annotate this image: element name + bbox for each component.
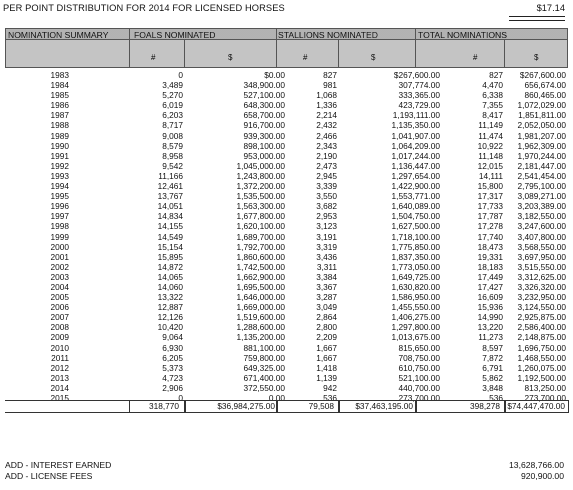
- foals-dollars-cell: 658,700.00: [243, 110, 285, 121]
- stallions-count-cell: 3,287: [316, 292, 337, 303]
- foals-dollars-cell: 1,620,100.00: [236, 221, 285, 232]
- table-row: [5, 252, 568, 262]
- year-cell: 2002: [50, 261, 69, 272]
- year-cell: 1994: [50, 181, 69, 192]
- stallions-dollars-cell: 1,422,900.00: [391, 181, 440, 192]
- stallions-dollars-cell: 1,193,111.00: [392, 110, 440, 121]
- foals-count-cell: 10,420: [157, 322, 183, 333]
- foals-dollars-cell: 898,100.00: [243, 140, 285, 151]
- total-dollars-cell: 2,925,875.00: [517, 312, 566, 323]
- table-row: [5, 211, 568, 221]
- foals-dollars-cell: $0.00: [264, 70, 285, 80]
- table-row: [5, 181, 568, 191]
- stallions-count-cell: 2,466: [316, 130, 337, 141]
- year-cell: 1986: [50, 100, 69, 111]
- table-row: [5, 332, 568, 342]
- foals-dollars-cell: 1,288,600.00: [236, 322, 285, 333]
- total-dollars-cell: 2,586,400.00: [517, 322, 566, 333]
- foals-count-cell: 2,906: [162, 382, 183, 393]
- stallions-count-cell: 3,339: [316, 181, 337, 192]
- year-cell: 1989: [50, 130, 69, 141]
- foals-count-cell: 14,155: [157, 221, 183, 232]
- foals-count-cell: 14,872: [157, 261, 183, 272]
- table-row: [5, 90, 568, 100]
- stallions-count-cell: 3,049: [316, 302, 337, 313]
- table-group-header: [5, 28, 568, 40]
- total-count-cell: 6,791: [482, 362, 503, 373]
- foals-count-cell: 6,205: [162, 352, 183, 363]
- foals-count-cell: 0: [178, 70, 183, 80]
- year-cell: 1996: [50, 201, 69, 212]
- total-count-cell: 13,220: [477, 322, 503, 333]
- year-cell: 2012: [50, 362, 69, 373]
- total-count-cell: 8,597: [482, 342, 503, 353]
- year-cell: 1987: [50, 110, 69, 121]
- foals-count-cell: 12,461: [157, 181, 183, 192]
- total-dollars-cell: 3,326,320.00: [517, 281, 566, 292]
- total-dollars-cell: 2,181,447.00: [517, 160, 566, 171]
- year-cell: 2015: [50, 393, 69, 403]
- total-dollars-cell: 2,795,100.00: [517, 181, 566, 192]
- table-row: [5, 383, 568, 393]
- stallions-dollars-cell: 1,775,850.00: [391, 241, 440, 252]
- sub-header-stallions-dollars: $: [371, 53, 376, 62]
- year-cell: 2009: [50, 332, 69, 343]
- total-count-cell: 11,273: [478, 332, 503, 343]
- total-count-cell: 11,149: [478, 120, 503, 131]
- total-count-cell: 11,474: [478, 130, 503, 141]
- stallions-dollars-cell: 273,700.00: [398, 393, 440, 403]
- foals-count-cell: 14,834: [157, 211, 183, 222]
- total-dollars-cell: 1,851,811.00: [518, 110, 566, 121]
- total-count-cell: 827: [489, 70, 503, 80]
- foals-count-cell: 9,542: [162, 160, 183, 171]
- year-cell: 1985: [50, 90, 69, 101]
- year-cell: 1990: [50, 140, 69, 151]
- year-cell: 2004: [50, 281, 69, 292]
- total-dollars-cell: 3,232,950.00: [517, 292, 566, 303]
- year-cell: 1998: [50, 221, 69, 232]
- table-row: [5, 171, 568, 181]
- total-count-cell: 19,331: [477, 251, 503, 262]
- table-row: [5, 70, 568, 80]
- foals-dollars-cell: 953,000.00: [243, 150, 285, 161]
- table-row: [5, 232, 568, 242]
- foals-count-cell: 13,322: [157, 292, 183, 303]
- foals-dollars-cell: 881,100.00: [243, 342, 285, 353]
- total-dollars-cell: 2,148,875.00: [517, 332, 566, 343]
- table-row: [5, 221, 568, 231]
- stallions-count-cell: 1,068: [316, 90, 337, 101]
- table-row: [5, 363, 568, 373]
- total-dollars-cell: 1,260,075.00: [517, 362, 566, 373]
- stallions-dollars-cell: 1,837,350.00: [391, 251, 440, 262]
- stallions-count-cell: 3,367: [316, 281, 337, 292]
- year-cell: 2000: [50, 241, 69, 252]
- year-cell: 1983: [50, 70, 69, 80]
- stallions-count-cell: 2,473: [316, 160, 337, 171]
- year-cell: 2003: [50, 271, 69, 282]
- stallions-count-cell: 2,209: [316, 332, 337, 343]
- foals-count-cell: 15,895: [157, 251, 183, 262]
- stallions-dollars-cell: 610,750.00: [398, 362, 440, 373]
- table-body: [5, 70, 568, 403]
- sub-header-total-dollars: $: [534, 53, 539, 62]
- total-count-cell: 14,111: [478, 170, 503, 181]
- foals-dollars-cell: 1,535,500.00: [236, 191, 285, 202]
- stallions-dollars-cell: 1,297,654.00: [391, 170, 440, 181]
- stallions-count-cell: 3,319: [316, 241, 337, 252]
- total-dollars-cell: 3,203,389.00: [517, 201, 566, 212]
- foals-count-cell: 8,958: [162, 150, 183, 161]
- table-row: [5, 80, 568, 90]
- stallions-count-cell: 827: [323, 70, 337, 80]
- report-title: PER POINT DISTRIBUTION FOR 2014 FOR LICENSED HORSES: [3, 3, 285, 13]
- foals-count-cell: 14,051: [157, 201, 183, 212]
- foals-count-cell: 14,060: [157, 281, 183, 292]
- stallions-count-cell: 2,343: [316, 140, 337, 151]
- stallions-count-cell: 2,190: [316, 150, 337, 161]
- foals-dollars-cell: 1,519,600.00: [236, 312, 285, 323]
- total-count-cell: 7,872: [482, 352, 503, 363]
- stallions-dollars-cell: 1,455,550.00: [391, 302, 440, 313]
- stallions-count-cell: 3,191: [316, 231, 337, 242]
- foals-count-cell: 5,270: [162, 90, 183, 101]
- stallions-dollars-cell: 1,013,675.00: [391, 332, 440, 343]
- table-row: [5, 292, 568, 302]
- foals-count-cell: 14,549: [157, 231, 183, 242]
- stallions-count-cell: 2,945: [316, 170, 337, 181]
- year-cell: 2014: [50, 382, 69, 393]
- stallions-dollars-cell: 1,773,050.00: [391, 261, 440, 272]
- stallions-count-cell: 3,311: [316, 261, 337, 272]
- year-cell: 1997: [50, 211, 69, 222]
- foals-dollars-cell: 527,100.00: [243, 90, 285, 101]
- footer-amount: 920,900.00: [520, 471, 564, 481]
- foals-count-cell: 4,723: [162, 372, 183, 383]
- total-count-cell: 17,787: [477, 211, 503, 222]
- table-row: [5, 100, 568, 110]
- stallions-count-cell: 981: [323, 80, 337, 91]
- table-row: [5, 322, 568, 332]
- stallions-dollars-cell: 1,041,907.00: [391, 130, 440, 141]
- total-foals-dollars: $36,984,275.00: [217, 401, 275, 411]
- table-row: [5, 302, 568, 312]
- table-row: [5, 151, 568, 161]
- column-divider: [415, 28, 416, 68]
- stallions-count-cell: 1,336: [316, 100, 337, 111]
- report-header: [3, 3, 565, 17]
- sub-header-foals-count: #: [151, 53, 156, 62]
- foals-dollars-cell: 916,700.00: [243, 120, 285, 131]
- table-row: [5, 282, 568, 292]
- total-count-cell: 8,417: [482, 110, 503, 121]
- total-dollars-cell: 813,250.00: [524, 382, 566, 393]
- foals-dollars-cell: 1,135,200.00: [236, 332, 285, 343]
- year-cell: 2005: [50, 292, 69, 303]
- total-dollars-cell: 2,541,454.00: [517, 170, 566, 181]
- foals-dollars-cell: 1,695,500.00: [236, 281, 285, 292]
- foals-count-cell: 9,008: [162, 130, 183, 141]
- foals-dollars-cell: 1,860,600.00: [236, 251, 285, 262]
- table-row: [5, 262, 568, 272]
- foals-dollars-cell: 1,045,000.00: [236, 160, 285, 171]
- stallions-count-cell: 1,139: [316, 372, 337, 383]
- stallions-dollars-cell: 1,649,725.00: [391, 271, 440, 282]
- foals-dollars-cell: 1,646,000.00: [236, 292, 285, 303]
- stallions-dollars-cell: $267,600.00: [393, 70, 440, 80]
- stallions-count-cell: 2,432: [316, 120, 337, 131]
- foals-dollars-cell: 1,563,300.00: [236, 201, 285, 212]
- total-count-cell: 17,449: [477, 271, 503, 282]
- total-count-cell: 15,800: [477, 181, 503, 192]
- total-count-cell: 18,473: [477, 241, 503, 252]
- stallions-count-cell: 2,864: [316, 312, 337, 323]
- double-underline: [509, 16, 565, 21]
- total-dollars-cell: 3,182,550.00: [517, 211, 566, 222]
- stallions-dollars-cell: 1,630,820.00: [391, 281, 440, 292]
- stallions-dollars-cell: 1,135,350.00: [391, 120, 440, 131]
- stallions-count-cell: 3,550: [316, 191, 337, 202]
- foals-count-cell: 11,166: [158, 170, 183, 181]
- year-cell: 2013: [50, 372, 69, 383]
- table-row: [5, 191, 568, 201]
- year-cell: 2008: [50, 322, 69, 333]
- foals-count-cell: 9,064: [162, 332, 183, 343]
- footer-label: ADD - LICENSE FEES: [5, 471, 93, 481]
- year-cell: 1988: [50, 120, 69, 131]
- table-row: [5, 110, 568, 120]
- total-dollars-cell: 3,312,625.00: [517, 271, 566, 282]
- stallions-dollars-cell: 1,017,244.00: [391, 150, 440, 161]
- total-dollars-cell: 1,468,550.00: [517, 352, 566, 363]
- stallions-count-cell: 1,667: [316, 342, 337, 353]
- total-count-cell: 4,470: [482, 80, 503, 91]
- table-row: [5, 272, 568, 282]
- stallions-count-cell: 1,418: [316, 362, 337, 373]
- total-count-cell: 10,922: [477, 140, 503, 151]
- total-dollars-cell: 273,700.00: [524, 393, 566, 403]
- total-count-cell: 17,317: [477, 191, 503, 202]
- total-count-cell: 3,848: [482, 382, 503, 393]
- table-row: [5, 242, 568, 252]
- foals-dollars-cell: 1,669,000.00: [236, 302, 285, 313]
- total-stallions-count: 79,508: [308, 401, 334, 411]
- total-dollars-cell: 3,697,950.00: [517, 251, 566, 262]
- per-point-value: $17.14: [536, 3, 565, 13]
- table-row: [5, 373, 568, 383]
- total-foals-count: 318,770: [149, 401, 179, 411]
- total-dollars-cell: 2,052,050.00: [517, 120, 566, 131]
- foals-dollars-cell: 348,900.00: [243, 80, 285, 91]
- stallions-dollars-cell: 1,297,800.00: [391, 322, 440, 333]
- total-count-cell: 14,990: [477, 312, 503, 323]
- year-cell: 1992: [50, 160, 69, 171]
- foals-dollars-cell: 1,677,800.00: [236, 211, 285, 222]
- table-row: [5, 161, 568, 171]
- sub-header-total-count: #: [473, 53, 478, 62]
- total-dollars-cell: 1,072,029.00: [517, 100, 566, 111]
- foals-count-cell: 3,489: [162, 80, 183, 91]
- header-nomination-summary: NOMINATION SUMMARY: [8, 30, 109, 40]
- table-row: [5, 312, 568, 322]
- year-cell: 1993: [50, 170, 69, 181]
- column-divider: [184, 40, 185, 68]
- column-divider: [276, 28, 277, 68]
- year-cell: 2001: [50, 251, 69, 262]
- stallions-count-cell: 2,800: [316, 322, 337, 333]
- total-dollars-cell: 1,696,750.00: [517, 342, 566, 353]
- stallions-dollars-cell: 307,774.00: [398, 80, 440, 91]
- year-cell: 1999: [50, 231, 69, 242]
- total-dollars-cell: 3,089,271.00: [517, 191, 566, 202]
- total-dollars-cell: 3,124,550.00: [517, 302, 566, 313]
- total-count-cell: 11,148: [478, 150, 503, 161]
- foals-dollars-cell: 649,325.00: [243, 362, 285, 373]
- total-dollars-cell: 3,247,600.00: [517, 221, 566, 232]
- sub-header-foals-dollars: $: [228, 53, 233, 62]
- table-row: [5, 353, 568, 363]
- total-count-cell: 7,355: [482, 100, 503, 111]
- total-count-cell: 17,427: [477, 281, 503, 292]
- sub-header-stallions-count: #: [303, 53, 308, 62]
- year-cell: 2011: [51, 352, 69, 363]
- foals-count-cell: 13,767: [157, 191, 183, 202]
- table-sub-header: [5, 40, 568, 68]
- total-dollars-cell: 3,568,550.00: [517, 241, 566, 252]
- header-stallions-nominated: STALLIONS NOMINATED: [278, 30, 378, 40]
- stallions-dollars-cell: 1,136,447.00: [391, 160, 440, 171]
- year-cell: 2006: [50, 302, 69, 313]
- header-total-nominations: TOTAL NOMINATIONS: [418, 30, 507, 40]
- foals-dollars-cell: 648,300.00: [243, 100, 285, 111]
- total-stallions-dollars: $37,463,195.00: [355, 401, 413, 411]
- foals-count-cell: 12,887: [157, 302, 183, 313]
- stallions-dollars-cell: 423,729.00: [398, 100, 440, 111]
- total-dollars-cell: 3,515,550.00: [517, 261, 566, 272]
- foals-dollars-cell: 671,400.00: [243, 372, 285, 383]
- total-dollars-cell: 1,192,500.00: [517, 372, 566, 383]
- total-count-cell: 6,338: [482, 90, 503, 101]
- footer-label: ADD - INTEREST EARNED: [5, 460, 112, 470]
- total-nominations-count: 398,278: [470, 401, 500, 411]
- stallions-dollars-cell: 1,627,500.00: [391, 221, 440, 232]
- column-divider: [338, 40, 339, 68]
- header-foals-nominated: FOALS NOMINATED: [134, 30, 216, 40]
- foals-count-cell: 6,019: [162, 100, 183, 111]
- table-row: [5, 141, 568, 151]
- stallions-dollars-cell: 1,504,750.00: [391, 211, 440, 222]
- year-cell: 1991: [50, 150, 69, 161]
- table-row: [5, 131, 568, 141]
- stallions-count-cell: 536: [323, 393, 337, 403]
- table-row: [5, 201, 568, 211]
- total-count-cell: 16,609: [477, 292, 503, 303]
- stallions-dollars-cell: 1,064,209.00: [391, 140, 440, 151]
- total-dollars-cell: 1,970,244.00: [517, 150, 566, 161]
- foals-count-cell: 8,717: [162, 120, 183, 131]
- stallions-count-cell: 3,436: [316, 251, 337, 262]
- stallions-count-cell: 3,123: [316, 221, 337, 232]
- stallions-dollars-cell: 1,640,089.00: [391, 201, 440, 212]
- total-count-cell: 17,740: [477, 231, 503, 242]
- stallions-dollars-cell: 333,365.00: [398, 90, 440, 101]
- footer-amount: 13,628,766.00: [509, 460, 564, 470]
- stallions-dollars-cell: 521,100.00: [398, 372, 440, 383]
- total-count-cell: 12,015: [477, 160, 503, 171]
- stallions-count-cell: 2,214: [316, 110, 337, 121]
- foals-count-cell: 6,203: [162, 110, 183, 121]
- foals-count-cell: 6,930: [162, 342, 183, 353]
- stallions-dollars-cell: 815,650.00: [398, 342, 440, 353]
- foals-dollars-cell: 1,243,800.00: [236, 170, 285, 181]
- total-dollars-cell: 3,407,800.00: [517, 231, 566, 242]
- stallions-dollars-cell: 440,700.00: [398, 382, 440, 393]
- foals-dollars-cell: 1,662,900.00: [236, 271, 285, 282]
- foals-dollars-cell: 372,550.00: [243, 382, 285, 393]
- total-count-cell: 536: [489, 393, 503, 403]
- stallions-count-cell: 3,384: [316, 271, 337, 282]
- foals-count-cell: 0: [178, 393, 183, 403]
- year-cell: 2010: [50, 342, 69, 353]
- total-count-cell: 17,278: [477, 221, 503, 232]
- column-divider: [504, 40, 505, 68]
- stallions-dollars-cell: 1,406,275.00: [391, 312, 440, 323]
- total-dollars-cell: $267,600.00: [519, 70, 566, 80]
- year-cell: 1995: [50, 191, 69, 202]
- total-dollars-cell: 656,674.00: [524, 80, 566, 91]
- year-cell: 2007: [50, 312, 69, 323]
- stallions-dollars-cell: 1,718,100.00: [391, 231, 440, 242]
- stallions-count-cell: 3,682: [316, 201, 337, 212]
- foals-dollars-cell: 1,742,500.00: [236, 261, 285, 272]
- foals-dollars-cell: 0.00: [268, 393, 285, 403]
- total-dollars-cell: 1,981,207.00: [517, 130, 566, 141]
- stallions-dollars-cell: 1,586,950.00: [391, 292, 440, 303]
- foals-count-cell: 12,126: [157, 312, 183, 323]
- column-divider: [129, 28, 130, 68]
- total-count-cell: 18,183: [477, 261, 503, 272]
- stallions-count-cell: 942: [323, 382, 337, 393]
- foals-dollars-cell: 1,689,700.00: [236, 231, 285, 242]
- foals-count-cell: 5,373: [162, 362, 183, 373]
- total-count-cell: 5,862: [482, 372, 503, 383]
- total-count-cell: 17,733: [477, 201, 503, 212]
- stallions-count-cell: 2,953: [316, 211, 337, 222]
- foals-count-cell: 8,579: [162, 140, 183, 151]
- foals-count-cell: 15,154: [157, 241, 183, 252]
- total-dollars-cell: 860,465.00: [524, 90, 566, 101]
- table-row: [5, 343, 568, 353]
- foals-dollars-cell: 759,800.00: [243, 352, 285, 363]
- stallions-count-cell: 1,667: [316, 352, 337, 363]
- table-row: [5, 120, 568, 130]
- foals-dollars-cell: 1,372,200.00: [236, 181, 285, 192]
- stallions-dollars-cell: 708,750.00: [398, 352, 440, 363]
- foals-dollars-cell: 939,300.00: [243, 130, 285, 141]
- foals-dollars-cell: 1,792,700.00: [236, 241, 285, 252]
- foals-count-cell: 14,065: [157, 271, 183, 282]
- stallions-dollars-cell: 1,553,771.00: [391, 191, 440, 202]
- total-dollars-cell: 1,962,309.00: [517, 140, 566, 151]
- totals-row: [5, 400, 568, 413]
- total-nominations-dollars: $74,447,470.00: [507, 401, 565, 411]
- total-count-cell: 15,936: [477, 302, 503, 313]
- year-cell: 1984: [50, 80, 69, 91]
